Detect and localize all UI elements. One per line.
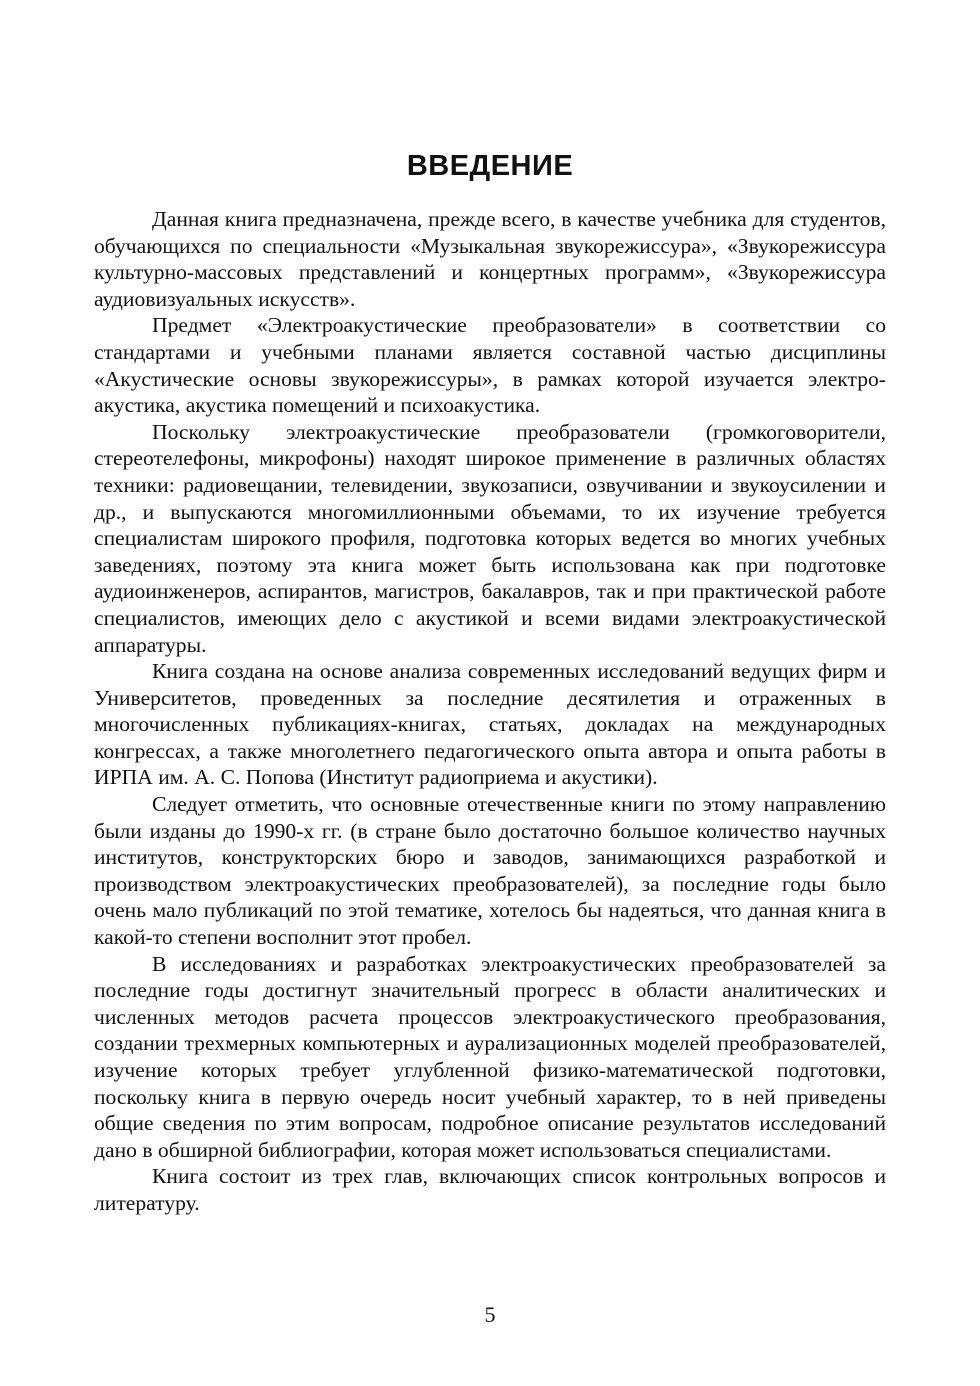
page-title: ВВЕДЕНИЕ [406, 150, 574, 182]
page-number: 5 [484, 1302, 496, 1327]
paragraph-research: В исследованиях и разработках электроакустических преобразователей за последние годы достигнут значительный прогресс в области аналитических и численных методов расчета процессов электроакустического преобразования, создании трехмерных компьютерных и аурализационных моделей преобразователей, изучение которых требует углубленной физико-математической подготовки, поскольку книга в первую очередь носит учебный характер, то в ней приведены общие сведения по этим вопросам, подробное описание результатов исследований дано в обширной библиографии, которая может использоваться специалистами. [94, 951, 886, 1162]
body-text [94, 206, 886, 1217]
paragraph-structure: Книга состоит из трех глав, включающих список контрольных вопросов и литературу. [94, 1164, 886, 1215]
paragraph-subject: Предмет «Электроакустические преобразователи» в соответствии со стандартами и учебными планами является составной частью дисциплины «Акустические основы звукорежиссуры», в рамках которой изучается электроакустика, акустика помещений и психоакустика. [94, 313, 886, 418]
paragraph-applications: Поскольку электроакустические преобразователи (громкоговорители, стереотелефоны, микрофоны) находят широкое применение в различных областях техники: радиовещании, телевидении, звукозаписи, озвучивании и звукоусилении и др., и выпускаются многомиллионными объемами, то их изучение требуется специалистам широкого профиля, подготовка которых ведется во многих учебных заведениях, поэтому эта книга может быть использована как при подготовке аудиоинженеров, аспирантов, магистров, бакалавров, так и при практической работе специалистов, имеющих дело с акустикой и всеми видами электроакустической аппаратуры. [94, 419, 886, 657]
paragraph-history: Следует отметить, что основные отечественные книги по этому направлению были изданы до 1990-х гг. (в стране было достаточно большое количество научных институтов, конструкторских бюро и заводов, занимающихся разработкой и производством электроакустических преобразователей), за последние годы было очень мало публикаций по этой тематике, хотелось бы надеяться, что данная книга в какой-то степени восполнит этот пробел. [94, 792, 886, 950]
paragraph-purpose: Данная книга предназначена, прежде всего, в качестве учебника для студентов, обучающихся по специальности «Музыкальная звукорежиссура», «Звукорежиссура культурно-массовых представлений и концертных программ», «Звукорежиссура аудиовизуальных искусств». [94, 207, 886, 311]
paragraph-sources: Книга создана на основе анализа современных исследований ведущих фирм и Университетов, проведенных за последние десятилетия и отраженных в многочисленных публикациях-книгах, статьях, докладах на международных конгрессах, а также многолетнего педагогического опыта автора и опыта работы в ИРПА им. А. С. Попова (Институт радиоприема и акустики). [94, 659, 886, 790]
